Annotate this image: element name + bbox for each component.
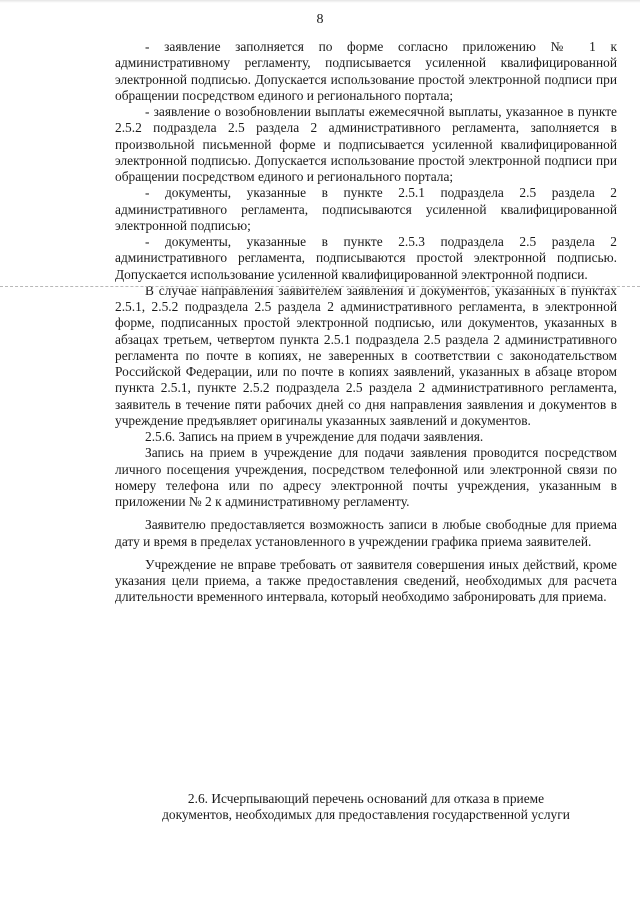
paragraph-institution-restrictions: Учреждение не вправе требовать от заявителя совершения иных действий, кроме указания цели приема, а также предоставления сведений, необходимых для расчета длительности временного интервала, который необходимо забронировать для приема. [115,556,617,605]
paragraph-2-5-6-title: 2.5.6. Запись на прием в учреждение для подачи заявления. [145,429,484,444]
section-heading-2-6 [115,791,617,824]
document-body [115,39,617,606]
paragraph-documents-2-5-1: - документы, указанные в пункте 2.5.1 подраздела 2.5 раздела 2 административного регламента, подписываются усиленной квалифицированной электронной подписью; [115,185,617,233]
section-heading-line-2: документов, необходимых для предоставления государственной услуги [162,807,570,823]
page-number: 8 [316,12,324,27]
paragraph-originals-submission: В случае направления заявителем заявления и документов, указанных в пунктах 2.5.1, 2.5.2 подраздела 2.5 раздела 2 административного регламента, в электронной форме, подписанных простой электронной подписью, или документов, указанных в абзацах третьем, четвертом пункта 2.5.1 подраздела 2.5 раздела 2 административного регламента по почте в копиях, не заверенных в соответствии с законодательством Российской Федерации, или по почте в копиях заявлений, указанных в абзаце втором пункта 2.5.1, пункте 2.5.2 подраздела 2.5 раздела 2 административного регламента, заявитель в течение пяти рабочих дней со дня направления заявления и документов в учреждение предъявляет оригиналы указанных заявлений и документов. [115,282,617,428]
section-heading-line-1: 2.6. Исчерпывающий перечень оснований для отказа в приеме [187,791,545,806]
paragraph-appointment-methods: Запись на прием в учреждение для подачи заявления проводится посредством личного посещения учреждения, посредством телефонной или электронной связи по номеру телефона или по адресу электронной почты учреждения, указанным в приложении № 2 к административному регламенту. [115,445,617,509]
paragraph-appointment-time: Заявителю предоставляется возможность записи в любые свободные для приема дату и время в пределах установленного в учреждении графика приема заявителей. [115,517,617,549]
scan-artifact-line [0,286,640,287]
paragraph-documents-2-5-3: - документы, указанные в пункте 2.5.3 подраздела 2.5 раздела 2 административного регламента, подписываются простой электронной подписью. Допускается использование усиленной квалифицированной электронной подписи. [115,234,617,282]
scan-edge-shadow [0,0,640,3]
paragraph-application-form: - заявление заполняется по форме согласно приложению № 1 к административному регламенту, подписывается усиленной квалифицированной электронной подписью. Допускается использование простой электронной подписи при обращении посредством единого и регионального портала; [115,39,617,103]
paragraph-resumption-application: - заявление о возобновлении выплаты ежемесячной выплаты, указанное в пункте 2.5.2 подраздела 2.5 раздела 2 административного регламента, заполняется в произвольной письменной форме и подписывается усиленной квалифицированной электронной подписью. Допускается использование простой электронной подписи при обращении посредством единого и регионального портала; [115,104,617,184]
